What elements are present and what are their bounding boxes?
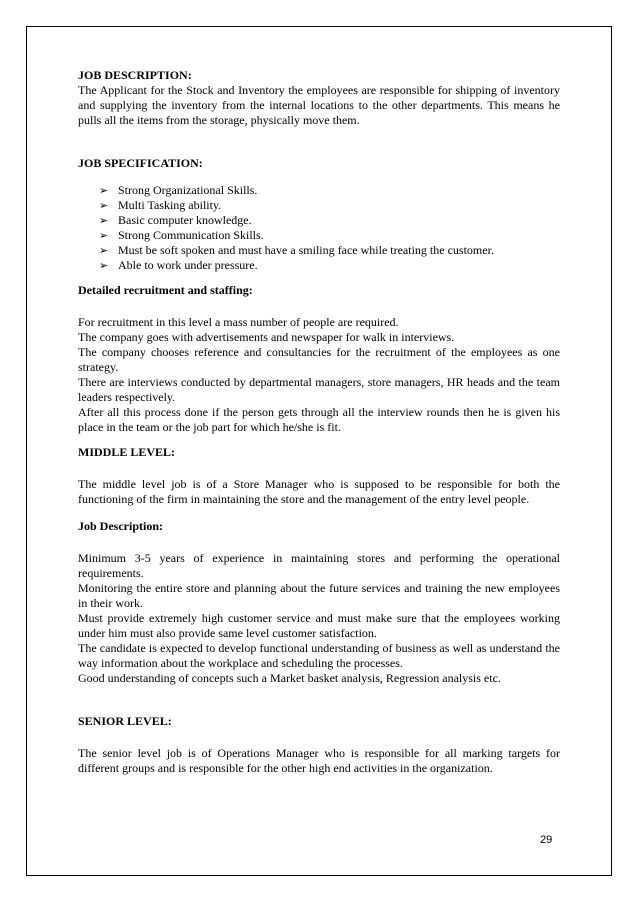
arrow-bullet-icon: ➢ (99, 199, 109, 212)
recruitment-line: The company goes with advertisements and newspaper for walk in interviews. (78, 330, 455, 344)
arrow-bullet-icon: ➢ (99, 229, 109, 242)
recruitment-heading: Detailed recruitment and staffing: (78, 283, 253, 297)
arrow-bullet-icon: ➢ (99, 214, 109, 227)
job-description-heading-2: Job Description: (78, 519, 163, 533)
list-item: ➢ Strong Communication Skills. (99, 228, 264, 242)
list-item: ➢ Able to work under pressure. (99, 258, 258, 272)
job-specification-heading: JOB SPECIFICATION: (78, 156, 203, 170)
recruitment-line: There are interviews conducted by departmental managers, store managers, HR heads and the team leaders respectively. (78, 375, 560, 404)
arrow-bullet-icon: ➢ (99, 259, 109, 272)
document-body (78, 68, 560, 776)
arrow-bullet-icon: ➢ (99, 244, 109, 257)
list-item: ➢ Must be soft spoken and must have a smiling face while treating the customer. (99, 243, 494, 257)
middle-level-heading: MIDDLE LEVEL: (78, 445, 176, 459)
recruitment-line: For recruitment in this level a mass number of people are required. (78, 315, 399, 329)
middle-level-text: The middle level job is of a Store Manager who is supposed to be responsible for both the functioning of the firm in maintaining the store and the management of the entry level people. (78, 477, 560, 506)
list-item: ➢ Multi Tasking ability. (99, 198, 222, 212)
recruitment-line: The company chooses reference and consultancies for the recruitment of the employees as one strategy. (78, 345, 560, 374)
job-description-line: Good understanding of concepts such a Market basket analysis, Regression analysis etc. (78, 671, 501, 685)
page-number: 29 (540, 834, 553, 846)
list-item: ➢ Basic computer knowledge. (99, 213, 252, 227)
job-description-line: Must provide extremely high customer service and must make sure that the employees working under him must also provide same level customer satisfaction. (78, 611, 560, 640)
job-specification-list (78, 183, 560, 273)
list-item: ➢ Strong Organizational Skills. (99, 183, 258, 197)
recruitment-line: After all this process done if the person gets through all the interview rounds then he is given his place in the team or the job part for which he/she is fit. (78, 405, 560, 434)
senior-level-heading: SENIOR LEVEL: (78, 714, 172, 728)
arrow-bullet-icon: ➢ (99, 184, 109, 197)
job-description-text: The Applicant for the Stock and Inventory the employees are responsible for shipping of inventory and supplying the inventory from the internal locations to the other departments. This means he pulls all the items from the storage, physically move them. (78, 83, 560, 127)
job-description-line: The candidate is expected to develop functional understanding of business as well as understand the way information about the workplace and scheduling the processes. (78, 641, 560, 670)
job-description-heading: JOB DESCRIPTION: (78, 68, 192, 82)
job-description-line: Minimum 3-5 years of experience in maintaining stores and performing the operational requirements. (78, 551, 560, 580)
senior-level-text: The senior level job is of Operations Manager who is responsible for all marking targets for different groups and is responsible for the other high end activities in the organization. (78, 746, 560, 775)
job-description-line: Monitoring the entire store and planning about the future services and training the new employees in their work. (78, 581, 560, 610)
